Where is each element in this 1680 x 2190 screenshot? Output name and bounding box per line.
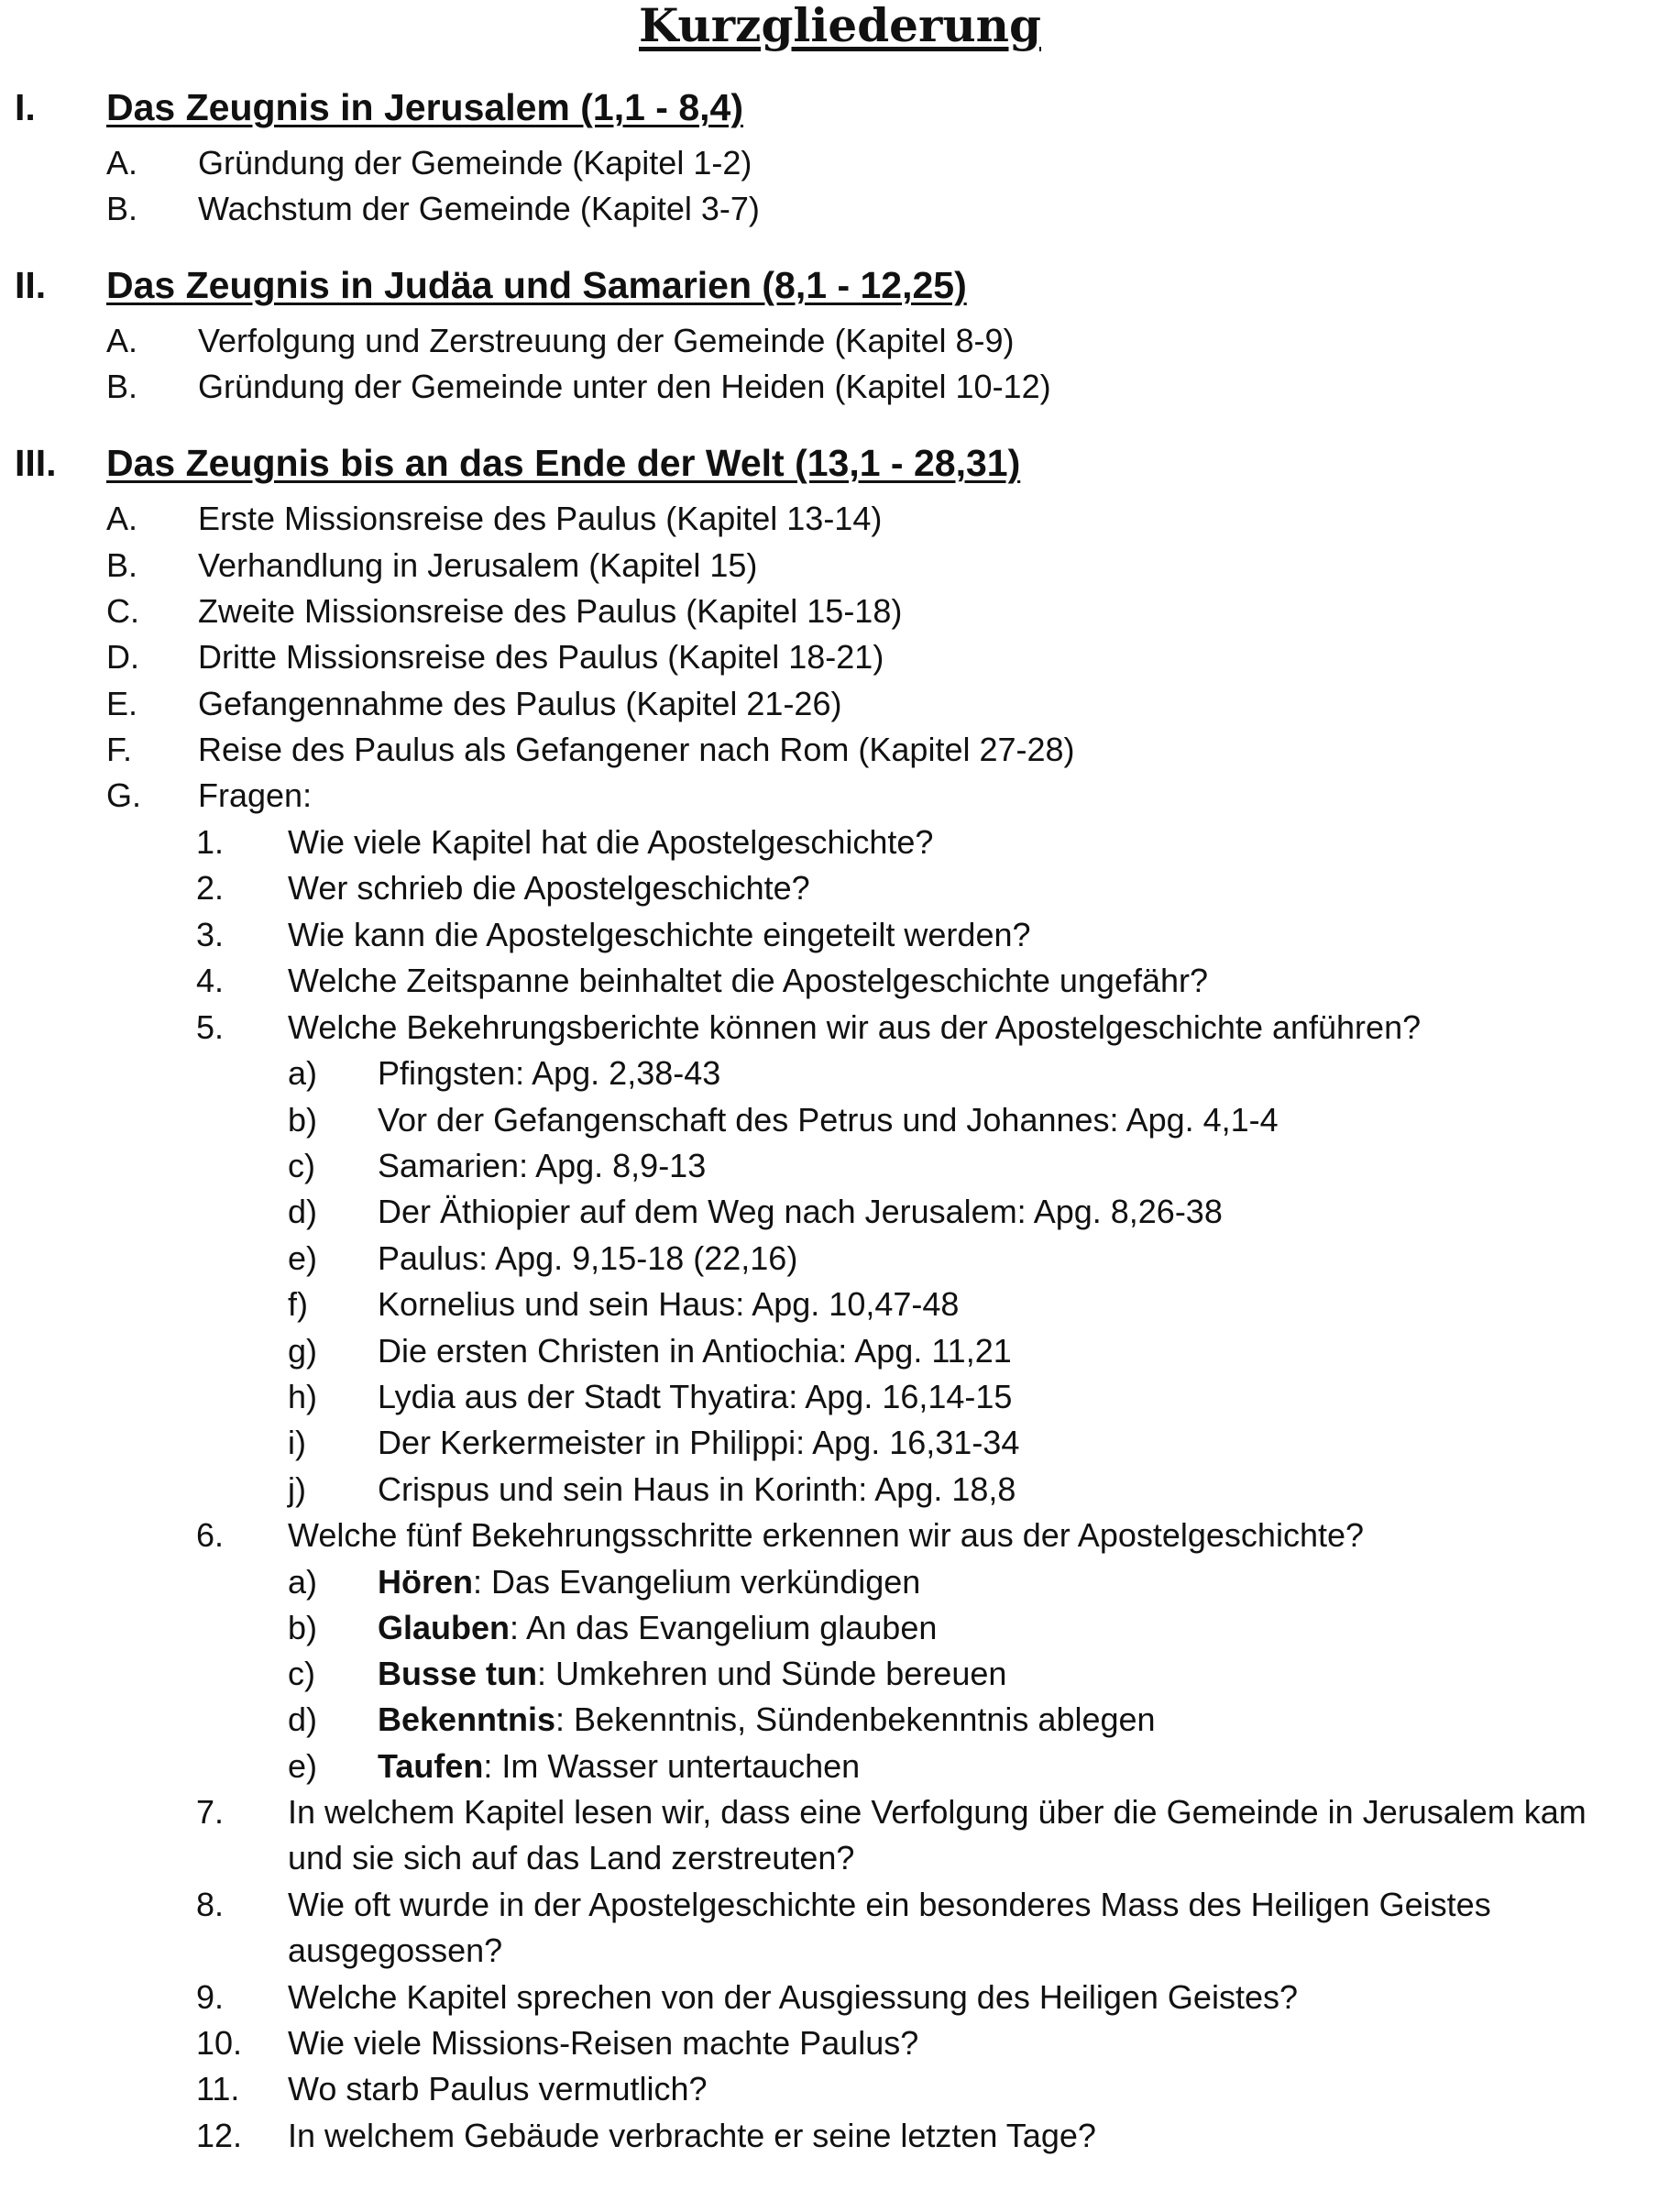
outline-item (0, 1327, 1680, 1375)
item-number: E. (106, 685, 138, 722)
section-heading (0, 81, 1680, 134)
item-text: Reise des Paulus als Gefangener nach Rom (Kapitel 27-28) (198, 731, 1075, 768)
item-number: 10. (196, 2024, 243, 2062)
outline-item (0, 1373, 1680, 1421)
outline-item (0, 1558, 1680, 1606)
outline-item (0, 957, 1680, 1005)
item-text: Paulus: Apg. 9,15-18 (22,16) (378, 1239, 798, 1277)
outline-item (0, 542, 1680, 589)
item-number: 4. (196, 962, 225, 999)
item-text: Lydia aus der Stadt Thyatira: Apg. 16,14-15 (378, 1378, 1013, 1415)
item-text: Bekenntnis: Bekenntnis, Sündenbekenntnis ablegen (378, 1700, 1156, 1738)
item-text: Wie oft wurde in der Apostelgeschichte ein besonderes Mass des Heiligen Geistes (288, 1886, 1491, 1923)
item-text: Das Zeugnis in Judäa und Samarien (8,1 - 12,25) (106, 264, 967, 306)
item-number: f) (288, 1285, 308, 1323)
item-number: 9. (196, 1978, 225, 2016)
item-number: F. (106, 731, 133, 768)
item-number: d) (288, 1700, 318, 1738)
outline-item (0, 819, 1680, 866)
item-text: Gefangennahme des Paulus (Kapitel 21-26) (198, 685, 842, 722)
item-text: Verfolgung und Zerstreuung der Gemeinde (Kapitel 8-9) (198, 322, 1015, 359)
item-text: Wer schrieb die Apostelgeschichte? (288, 869, 810, 907)
outline-item (0, 1788, 1680, 1836)
item-keyword: Bekenntnis (378, 1700, 556, 1738)
outline-item (0, 1096, 1680, 1144)
item-text: Welche fünf Bekehrungsschritte erkennen wir aus der Apostelgeschichte? (288, 1516, 1365, 1554)
item-number: A. (106, 322, 138, 359)
item-text: In welchem Kapitel lesen wir, dass eine Verfolgung über die Gemeinde in Jerusalem kam (288, 1793, 1587, 1831)
item-number: III. (15, 442, 57, 484)
item-number: e) (288, 1239, 318, 1277)
outline-item (0, 1235, 1680, 1282)
item-number: b) (288, 1101, 318, 1139)
item-text: Wachstum der Gemeinde (Kapitel 3-7) (198, 190, 760, 227)
item-number: A. (106, 500, 138, 537)
item-text: Taufen: Im Wasser untertauchen (378, 1747, 861, 1785)
item-number: A. (106, 144, 138, 182)
item-keyword: Taufen (378, 1747, 484, 1785)
outline-item (0, 185, 1680, 233)
item-text: Pfingsten: Apg. 2,38-43 (378, 1054, 721, 1092)
item-text: Fragen: (198, 776, 313, 814)
item-text: Hören: Das Evangelium verkündigen (378, 1563, 921, 1601)
outline-item (0, 726, 1680, 774)
item-text: Zweite Missionsreise des Paulus (Kapitel 15-18) (198, 592, 903, 630)
item-text: Vor der Gefangenschaft des Petrus und Johannes: Apg. 4,1-4 (378, 1101, 1279, 1139)
outline-item (0, 1050, 1680, 1097)
item-number: a) (288, 1054, 318, 1092)
item-number: g) (288, 1332, 318, 1370)
outline-item (0, 1188, 1680, 1236)
item-text: Wo starb Paulus vermutlich? (288, 2070, 708, 2107)
item-number: B. (106, 546, 138, 584)
item-text: Welche Zeitspanne beinhaltet die Apostelgeschichte ungefähr? (288, 962, 1209, 999)
item-keyword: Glauben (378, 1609, 511, 1646)
item-keyword: Busse tun (378, 1655, 538, 1692)
item-number: d) (288, 1193, 318, 1230)
outline-item (0, 2065, 1680, 2113)
item-text: Gründung der Gemeinde (Kapitel 1-2) (198, 144, 752, 182)
item-text: Erste Missionsreise des Paulus (Kapitel 13-14) (198, 500, 883, 537)
item-text: Der Kerkermeister in Philippi: Apg. 16,31-34 (378, 1424, 1020, 1461)
item-keyword: Hören (378, 1563, 474, 1601)
item-number: 5. (196, 1008, 225, 1046)
page-title: Kurzgliederung (639, 0, 1041, 52)
item-number: c) (288, 1655, 315, 1692)
outline-item (0, 1743, 1680, 1790)
item-number: 8. (196, 1886, 225, 1923)
outline-item (0, 495, 1680, 543)
item-number: c) (288, 1147, 315, 1184)
outline-item (0, 772, 1680, 820)
item-number: 12. (196, 2117, 243, 2154)
outline-item (0, 864, 1680, 912)
item-number: 6. (196, 1516, 225, 1554)
outline-item (0, 1281, 1680, 1328)
outline-item (0, 2112, 1680, 2160)
outline-item (0, 317, 1680, 365)
outline-item (0, 1512, 1680, 1559)
item-number: e) (288, 1747, 318, 1785)
outline-item (0, 2019, 1680, 2067)
item-text: Der Äthiopier auf dem Weg nach Jerusalem: Apg. 8,26-38 (378, 1193, 1223, 1230)
item-text: Gründung der Gemeinde unter den Heiden (Kapitel 10-12) (198, 368, 1051, 405)
item-text: In welchem Gebäude verbrachte er seine letzten Tage? (288, 2117, 1096, 2154)
item-number: 1. (196, 823, 225, 861)
item-text: Kornelius und sein Haus: Apg. 10,47-48 (378, 1285, 960, 1323)
outline-item (0, 1974, 1680, 2021)
outline-item (0, 1927, 1680, 1975)
item-number: B. (106, 368, 138, 405)
section-heading (0, 436, 1680, 490)
item-text: Verhandlung in Jerusalem (Kapitel 15) (198, 546, 758, 584)
outline-item (0, 1419, 1680, 1467)
item-text: Crispus und sein Haus in Korinth: Apg. 18,8 (378, 1470, 1016, 1508)
outline-item (0, 1834, 1680, 1882)
item-number: C. (106, 592, 139, 630)
item-number: h) (288, 1378, 318, 1415)
outline-item (0, 139, 1680, 187)
outline-item (0, 1142, 1680, 1190)
item-text: Welche Kapitel sprechen von der Ausgiessung des Heiligen Geistes? (288, 1978, 1298, 2016)
outline-item (0, 1881, 1680, 1929)
outline-item (0, 1604, 1680, 1652)
outline-item (0, 363, 1680, 411)
item-text: Das Zeugnis in Jerusalem (1,1 - 8,4) (106, 86, 743, 128)
outline-item (0, 911, 1680, 959)
item-text: Welche Bekehrungsberichte können wir aus der Apostelgeschichte anführen? (288, 1008, 1422, 1046)
outline-item (0, 1004, 1680, 1051)
item-number: II. (15, 264, 47, 306)
item-text: Wie kann die Apostelgeschichte eingeteilt werden? (288, 916, 1031, 953)
outline-item (0, 633, 1680, 681)
item-number: 3. (196, 916, 225, 953)
outline-item (0, 588, 1680, 635)
section-heading (0, 259, 1680, 312)
item-text: Wie viele Kapitel hat die Apostelgeschichte? (288, 823, 934, 861)
item-number: j) (288, 1470, 306, 1508)
item-number: a) (288, 1563, 318, 1601)
item-text: Glauben: An das Evangelium glauben (378, 1609, 938, 1646)
item-number: 7. (196, 1793, 225, 1831)
item-text: Samarien: Apg. 8,9-13 (378, 1147, 707, 1184)
item-text: und sie sich auf das Land zerstreuten? (288, 1839, 855, 1876)
item-number: 11. (196, 2070, 240, 2107)
item-number: i) (288, 1424, 306, 1461)
outline-item (0, 1650, 1680, 1698)
outline-item (0, 680, 1680, 728)
item-text: Wie viele Missions-Reisen machte Paulus? (288, 2024, 919, 2062)
item-text: Die ersten Christen in Antiochia: Apg. 11,21 (378, 1332, 1012, 1370)
item-text: ausgegossen? (288, 1931, 503, 1969)
item-number: D. (106, 638, 139, 676)
item-text: Das Zeugnis bis an das Ende der Welt (13,1 - 28,31) (106, 442, 1021, 484)
item-number: I. (15, 86, 36, 128)
item-text: Dritte Missionsreise des Paulus (Kapitel 18-21) (198, 638, 884, 676)
item-text: Busse tun: Umkehren und Sünde bereuen (378, 1655, 1007, 1692)
outline-item (0, 1696, 1680, 1744)
item-number: B. (106, 190, 138, 227)
item-number: 2. (196, 869, 225, 907)
outline-item (0, 1466, 1680, 1513)
item-number: G. (106, 776, 142, 814)
item-number: b) (288, 1609, 318, 1646)
